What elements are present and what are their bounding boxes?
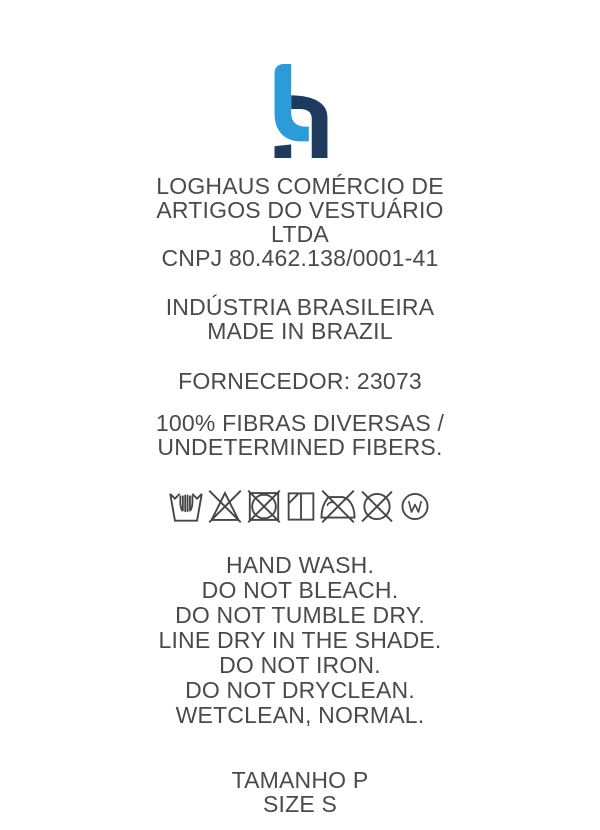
care-instruction-line-dry-shade: LINE DRY IN THE SHADE.: [158, 627, 442, 653]
size-block: [232, 768, 369, 816]
supplier-block: [178, 369, 422, 393]
care-instruction-no-bleach: DO NOT BLEACH.: [201, 577, 399, 603]
loghaus-logo: [264, 62, 336, 160]
care-symbols-row: [167, 481, 433, 531]
size-line-pt: TAMANHO P: [231, 767, 369, 793]
loghaus-logo-icon: [264, 62, 336, 160]
composition-line-en: UNDETERMINED FIBERS.: [157, 434, 443, 460]
do-not-tumble-dry-icon: [245, 486, 283, 527]
origin-line-pt: INDÚSTRIA BRASILEIRA: [165, 294, 435, 320]
composition-block: [156, 411, 444, 459]
line-dry-in-shade-icon: [284, 486, 318, 527]
company-cnpj: CNPJ 80.462.138/0001-41: [161, 245, 439, 271]
company-name-line-2: ARTIGOS DO VESTUÁRIO: [156, 197, 444, 223]
wetclean-icon: [397, 486, 433, 527]
care-instruction-no-tumble-dry: DO NOT TUMBLE DRY.: [175, 602, 425, 628]
size-line-en: SIZE S: [262, 791, 338, 817]
logo-dark-foot: [275, 144, 292, 158]
care-instructions-block: [158, 553, 441, 728]
do-not-bleach-icon: [206, 486, 244, 527]
care-instruction-wetclean: WETCLEAN, NORMAL.: [175, 702, 425, 728]
origin-line-en: MADE IN BRAZIL: [207, 318, 393, 344]
do-not-iron-icon: [319, 486, 357, 527]
company-block: [156, 174, 444, 270]
company-name-line-1: LOGHAUS COMÉRCIO DE: [156, 173, 444, 199]
care-instruction-no-iron: DO NOT IRON.: [219, 652, 381, 678]
composition-line-pt: 100% FIBRAS DIVERSAS /: [155, 410, 445, 436]
hand-wash-icon: [167, 486, 205, 527]
supplier-line: FORNECEDOR: 23073: [178, 368, 422, 394]
care-instruction-no-dryclean: DO NOT DRYCLEAN.: [185, 677, 415, 703]
care-instruction-hand-wash: HAND WASH.: [225, 552, 375, 578]
do-not-dryclean-icon: [358, 486, 396, 527]
company-name-line-3: LTDA: [271, 221, 329, 247]
origin-block: [166, 295, 435, 343]
